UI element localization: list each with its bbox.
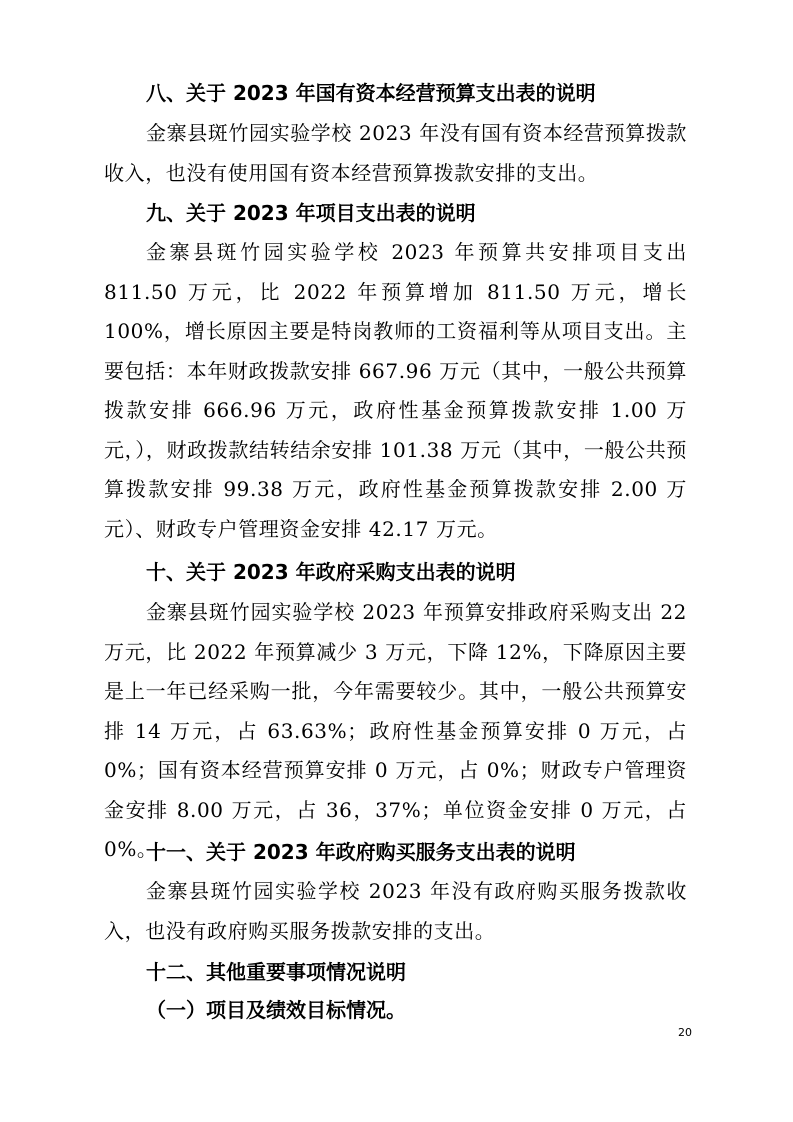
section-11-body — [104, 872, 687, 951]
section-11-heading: 十一、关于 2023 年政府购买服务支出表的说明 — [146, 840, 576, 864]
section-11-paragraph: 金寨县斑竹园实验学校 2023 年没有政府购买服务拨款收入，也没有政府购买服务拨款安排的支出。 — [104, 879, 687, 943]
section-9-paragraph: 金寨县斑竹园实验学校 2023 年预算共安排项目支出 811.50 万元，比 2022 年预算增加 811.50 万元，增长 100%，增长原因主要是特岗教师的工资福利等从项目支出。主要包括：本年财政拨款安排 667.96 万元（其中，一般公共预算拨款安排 666.96 万元，政府性基金预算拨款安排 1.00 万元，），财政拨款结转结余安排 101.38 万元（其中，一般公共预算拨款安排 99.38 万元，政府性基金预算拨款安排 2.00 万元）、财政专户管理资金安排 42.17 万元。 — [104, 240, 687, 541]
page-number: 20 — [678, 1026, 692, 1039]
section-8-heading: 八、关于 2023 年国有资本经营预算支出表的说明 — [146, 81, 596, 105]
section-8-body — [104, 114, 687, 193]
section-10-paragraph: 金寨县斑竹园实验学校 2023 年预算安排政府采购支出 22 万元，比 2022 年预算减少 3 万元，下降 12%，下降原因主要是上一年已经采购一批，今年需要较少。其中，一般公共预算安排 14 万元，占 63.63%；政府性基金预算安排 0 万元，占 0%；国有资本经营预算安排 0 万元，占 0%；财政专户管理资金安排 8.00 万元，占 36，37%；单位资金安排 0 万元，占 0%。 — [104, 600, 687, 861]
section-9-body — [104, 233, 687, 549]
section-12-heading: 十二、其他重要事项情况说明 — [146, 960, 406, 984]
section-8-paragraph: 金寨县斑竹园实验学校 2023 年没有国有资本经营预算拨款收入，也没有使用国有资本经营预算拨款安排的支出。 — [104, 121, 688, 185]
section-9-heading: 九、关于 2023 年项目支出表的说明 — [146, 201, 476, 225]
section-10-heading: 十、关于 2023 年政府采购支出表的说明 — [146, 560, 516, 584]
section-10-body — [104, 593, 687, 870]
subsection-1-heading: （一）项目及绩效目标情况。 — [146, 998, 406, 1022]
